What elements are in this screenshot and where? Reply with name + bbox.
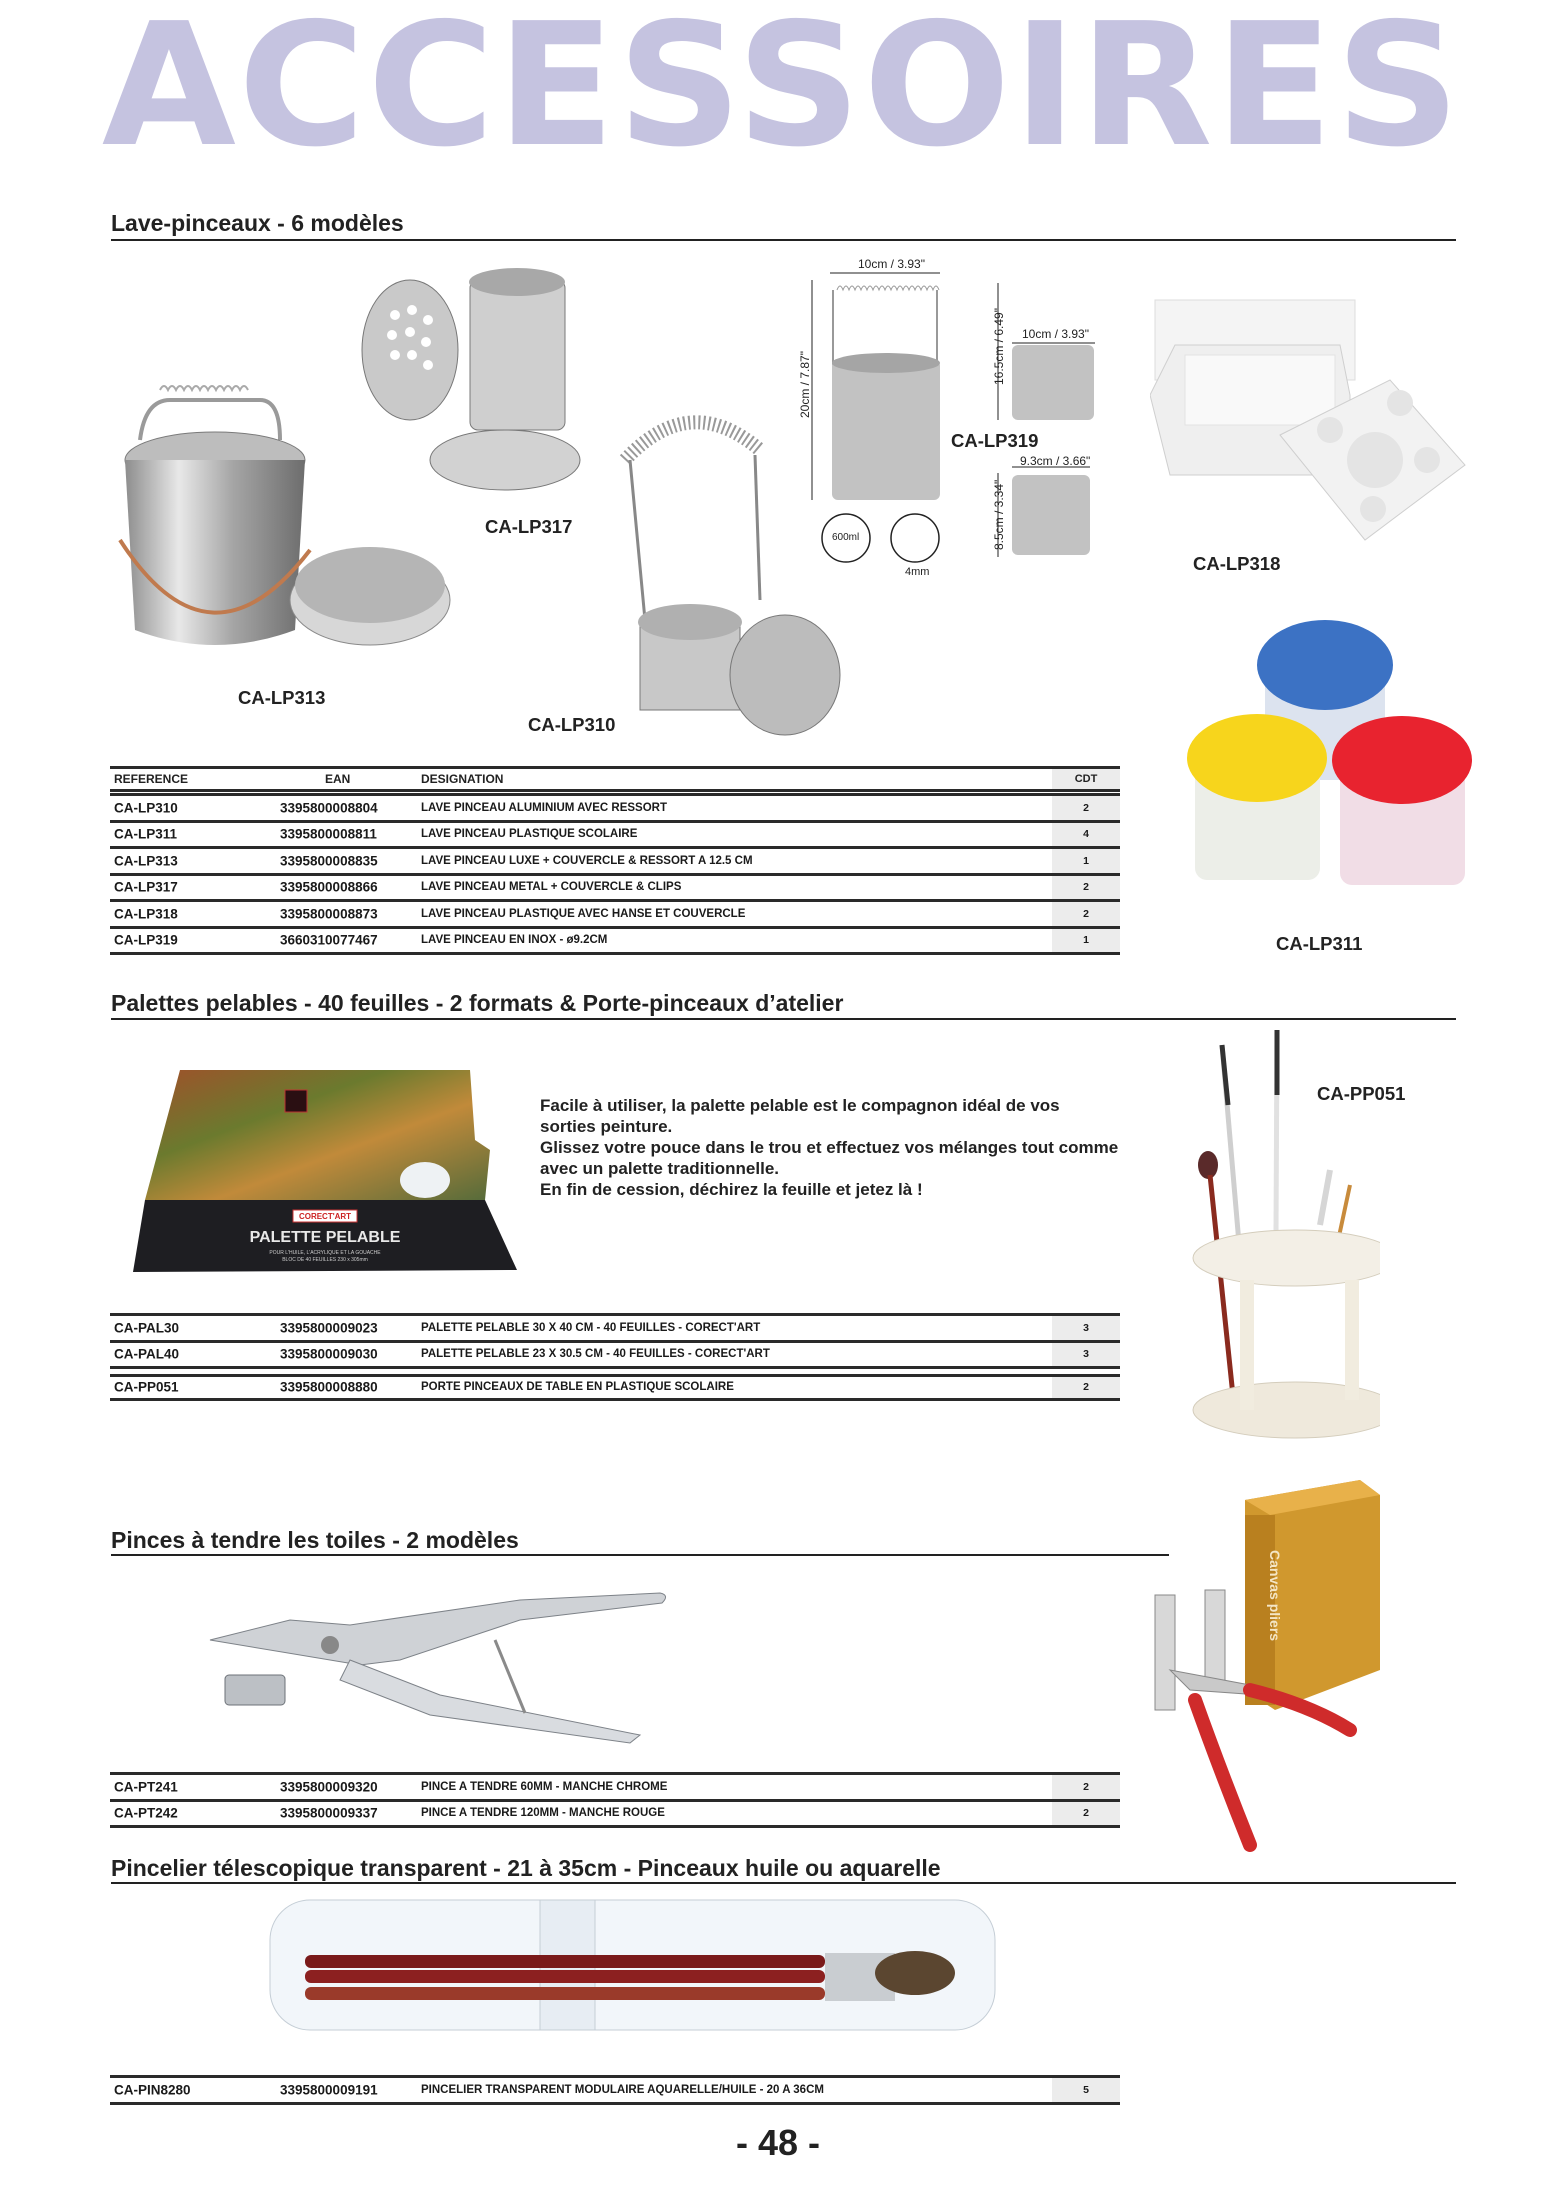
- product-image-ca-lp317: [350, 260, 620, 500]
- cell-reference: CA-LP319: [114, 932, 178, 948]
- cell-reference: CA-PP051: [114, 1379, 179, 1395]
- product-image-ca-lp311: [1175, 560, 1475, 910]
- cell-reference: CA-PAL30: [114, 1320, 180, 1336]
- cell-designation: LAVE PINCEAU PLASTIQUE SCOLAIRE: [421, 828, 638, 841]
- dimension-width-small: 10cm / 3.93": [1022, 327, 1089, 341]
- header-cdt: CDT: [1052, 769, 1120, 789]
- capacity-label: 600ml: [832, 532, 860, 543]
- palette-description: [540, 1095, 1120, 1200]
- table-row: [110, 1343, 1120, 1370]
- table-row: [110, 902, 1120, 929]
- cell-reference: CA-LP318: [114, 906, 178, 922]
- dimension-height-cup: 8.5cm / 3.34": [992, 479, 1006, 550]
- product-image-ca-pt242: [1150, 1470, 1410, 1860]
- product-label-ca-lp313: CA-LP313: [238, 687, 326, 708]
- palette-line2-text: BLOC DE 40 FEUILLES 230 x 305mm: [282, 1257, 368, 1263]
- table-body: [110, 1775, 1120, 1828]
- table-row: [110, 823, 1120, 850]
- cell-designation: LAVE PINCEAU LUXE + COUVERCLE & RESSORT A 12.5 CM: [421, 854, 753, 867]
- table-row: [110, 929, 1120, 956]
- cell-reference: CA-PIN8280: [114, 2082, 191, 2098]
- table-body: [110, 2078, 1120, 2105]
- cell-reference: CA-PT241: [114, 1779, 178, 1795]
- cell-designation: LAVE PINCEAU METAL + COUVERCLE & CLIPS: [421, 881, 682, 894]
- description-paragraph: Facile à utiliser, la palette pelable est le compagnon idéal de vos sorties peinture.: [540, 1096, 1060, 1136]
- cell-cdt: 2: [1052, 1802, 1120, 1826]
- cell-designation: LAVE PINCEAU PLASTIQUE AVEC HANSE ET COUVERCLE: [421, 907, 746, 920]
- header-designation: DESIGNATION: [421, 772, 504, 786]
- description-paragraph: Glissez votre pouce dans le trou et effectuez vos mélanges tout comme avec un palette traditionnelle.: [540, 1138, 1119, 1178]
- section-heading-pincelier: Pincelier télescopique transparent - 21 à 35cm - Pinceaux huile ou aquarelle: [111, 1855, 941, 1881]
- cell-cdt: 1: [1052, 929, 1120, 953]
- cell-ean: 3395800008835: [280, 853, 378, 869]
- product-label-ca-lp317: CA-LP317: [485, 516, 573, 537]
- page-number: - 48 -: [735, 2122, 821, 2163]
- table-row: [110, 849, 1120, 876]
- cell-ean: 3395800009023: [280, 1320, 378, 1336]
- product-table-palettes: [110, 1313, 1120, 1401]
- cell-reference: CA-LP310: [114, 800, 178, 816]
- cell-reference: CA-LP317: [114, 879, 178, 895]
- product-image-palette-pelable: [125, 1060, 525, 1285]
- palette-line1-text: POUR L'HUILE, L'ACRYLIQUE ET LA GOUACHE: [269, 1250, 381, 1256]
- cell-designation: PINCE A TENDRE 120MM - MANCHE ROUGE: [421, 1807, 665, 1820]
- product-table-pinces: [110, 1772, 1120, 1828]
- table-body: [110, 796, 1120, 955]
- product-image-ca-pin8280: [265, 1895, 1005, 2065]
- cell-designation: PALETTE PELABLE 30 X 40 CM - 40 FEUILLES - CORECT'ART: [421, 1321, 761, 1334]
- table-row: [110, 876, 1120, 903]
- product-label-ca-pp051: CA-PP051: [1317, 1083, 1406, 1104]
- table-row: [110, 2078, 1120, 2105]
- dimension-width-cup: 9.3cm / 3.66": [1020, 454, 1091, 468]
- table-body: [110, 1316, 1120, 1401]
- section-heading-palettes: Palettes pelables - 40 feuilles - 2 formats & Porte-pinceaux d’atelier: [111, 990, 844, 1016]
- product-table-pincelier: [110, 2075, 1120, 2105]
- header-reference: REFERENCE: [114, 772, 189, 786]
- cell-cdt: 2: [1052, 876, 1120, 900]
- cell-designation: PINCELIER TRANSPARENT MODULAIRE AQUARELLE/HUILE - 20 A 36CM: [421, 2083, 824, 2096]
- table-row: [110, 796, 1120, 823]
- cell-cdt: 4: [1052, 823, 1120, 847]
- cell-designation: PORTE PINCEAUX DE TABLE EN PLASTIQUE SCOLAIRE: [421, 1381, 734, 1394]
- dimension-width-top: 10cm / 3.93": [858, 257, 925, 271]
- cell-designation: LAVE PINCEAU EN INOX - ø9.2CM: [421, 934, 608, 947]
- cell-reference: CA-LP313: [114, 853, 178, 869]
- section-heading-pinces: Pinces à tendre les toiles - 2 modèles: [111, 1527, 519, 1553]
- table-row: [110, 1316, 1120, 1343]
- cell-ean: 3395800008880: [280, 1379, 378, 1395]
- section-rule: [111, 1882, 1456, 1884]
- product-table-lave-pinceaux: [110, 766, 1120, 955]
- cell-cdt: 3: [1052, 1316, 1120, 1340]
- palette-brand-text: CORECT'ART: [298, 1212, 352, 1221]
- cell-ean: 3395800008873: [280, 906, 378, 922]
- table-rule: [110, 789, 1120, 796]
- section-rule: [111, 1554, 1169, 1556]
- cell-ean: 3395800009191: [280, 2082, 378, 2098]
- product-label-ca-lp319: CA-LP319: [951, 430, 1039, 451]
- product-label-ca-lp318: CA-LP318: [1193, 553, 1281, 574]
- cell-ean: 3660310077467: [280, 932, 378, 948]
- table-header: [110, 769, 1120, 789]
- cell-cdt: 1: [1052, 849, 1120, 873]
- table-row: [110, 1775, 1120, 1802]
- section-heading-lave-pinceaux: Lave-pinceaux - 6 modèles: [111, 210, 404, 236]
- header-ean: EAN: [325, 772, 351, 786]
- section-rule: [111, 239, 1456, 241]
- product-label-ca-lp310: CA-LP310: [528, 714, 616, 735]
- cell-designation: LAVE PINCEAU ALUMINIUM AVEC RESSORT: [421, 801, 667, 814]
- cell-ean: 3395800009337: [280, 1805, 378, 1821]
- section-rule: [111, 1018, 1456, 1020]
- page-title: ACCESSOIRES: [101, 0, 1463, 185]
- cell-ean: 3395800009320: [280, 1779, 378, 1795]
- cell-cdt: 2: [1052, 1377, 1120, 1398]
- cell-cdt: 5: [1052, 2078, 1120, 2102]
- cell-designation: PINCE A TENDRE 60MM - MANCHE CHROME: [421, 1780, 668, 1793]
- cell-reference: CA-PAL40: [114, 1346, 180, 1362]
- product-label-ca-lp311: CA-LP311: [1276, 933, 1363, 954]
- cell-reference: CA-LP311: [114, 826, 178, 842]
- cell-ean: 3395800008804: [280, 800, 378, 816]
- product-image-ca-pt241: [200, 1565, 680, 1750]
- box-text: Canvas pliers: [1267, 1550, 1283, 1642]
- cell-cdt: 2: [1052, 902, 1120, 926]
- cell-cdt: 2: [1052, 796, 1120, 820]
- table-row: [110, 1374, 1120, 1401]
- cell-ean: 3395800009030: [280, 1346, 378, 1362]
- table-row: [110, 1802, 1120, 1829]
- cell-ean: 3395800008811: [280, 826, 377, 842]
- cell-cdt: 3: [1052, 1343, 1120, 1367]
- palette-name-text: PALETTE PELABLE: [249, 1229, 401, 1246]
- cell-designation: PALETTE PELABLE 23 X 30.5 CM - 40 FEUILLES - CORECT'ART: [421, 1348, 770, 1361]
- dimension-height-small: 16.5cm / 6.49": [992, 308, 1006, 385]
- cell-cdt: 2: [1052, 1775, 1120, 1799]
- dimension-height-main: 20cm / 7.87": [798, 351, 812, 418]
- cell-reference: CA-PT242: [114, 1805, 178, 1821]
- cell-ean: 3395800008866: [280, 879, 378, 895]
- description-paragraph: En fin de cession, déchirez la feuille et jetez là !: [540, 1180, 923, 1199]
- spring-gap-label: 4mm: [905, 566, 930, 578]
